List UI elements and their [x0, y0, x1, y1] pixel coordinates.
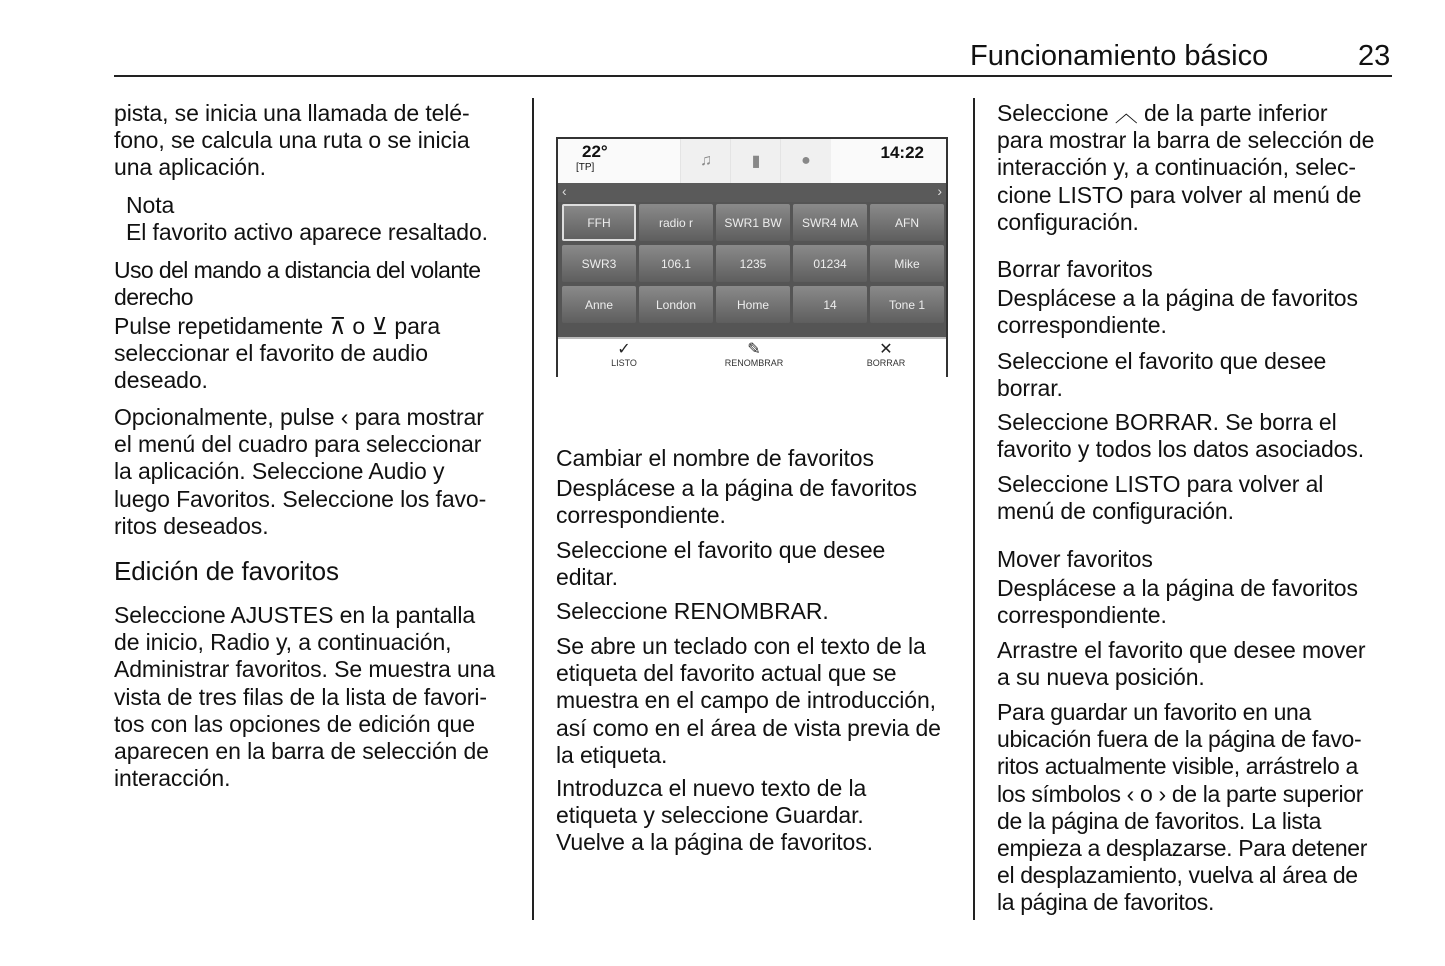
favorite-button[interactable]: SWR3 [562, 245, 636, 282]
favorite-button[interactable]: Home [716, 286, 790, 323]
page-number: 23 [1358, 40, 1391, 72]
subheading: Mover favoritos [997, 546, 1153, 572]
next-page-button[interactable]: › [937, 183, 942, 199]
section-heading: Edición de favoritos [114, 556, 339, 586]
interaction-bar [558, 337, 946, 377]
check-icon: ✓ [617, 341, 631, 358]
audio-icon[interactable]: ♫ [680, 139, 731, 183]
favorite-button[interactable]: Mike [870, 245, 944, 282]
tp-indicator: [TP] [576, 162, 595, 173]
favorite-button[interactable]: Tone 1 [870, 286, 944, 323]
header-rule [114, 75, 1392, 77]
note-text: El favorito activo aparece resaltado. [126, 219, 488, 245]
rename-label: RENOMBRAR [724, 358, 784, 368]
done-label: LISTO [611, 358, 637, 368]
favorites-grid [558, 202, 946, 337]
paragraph: Seleccione BORRAR. Se borra el favorito y todos los datos asociados. [997, 409, 1365, 463]
favorites-nav-bar [558, 183, 946, 202]
paragraph: Seleccione AJUSTES en la pantalla de inicio, Radio y, a continuación, Administrar favoritos. Se muestra una vista de tres filas de la lista de favori- tos con las opciones de edición que aparecen en la barra de selección de interacción. [114, 602, 496, 792]
favorite-button[interactable]: 106.1 [639, 245, 713, 282]
favorite-button[interactable]: Anne [562, 286, 636, 323]
paragraph: Seleccione RENOMBRAR. [556, 598, 829, 624]
phone-icon[interactable]: ▮ [730, 139, 781, 183]
paragraph: Seleccione el favorito que desee borrar. [997, 348, 1327, 402]
pencil-icon: ✎ [747, 341, 761, 358]
column-divider [532, 98, 534, 920]
column-divider [973, 98, 975, 920]
subheading: Cambiar el nombre de favoritos [556, 445, 874, 471]
paragraph: Seleccione LISTO para volver al menú de configuración. [997, 471, 1324, 525]
favorite-button[interactable]: London [639, 286, 713, 323]
subheading: Borrar favoritos [997, 256, 1153, 282]
paragraph: Seleccione ︿ de la parte inferior para mostrar la barra de selección de interacción y, a continuación, selec- cione LISTO para volver al menú de configuración. [997, 100, 1375, 235]
favorite-button[interactable]: radio r [639, 204, 713, 241]
favorite-button[interactable]: 01234 [793, 245, 867, 282]
favorite-button[interactable]: 14 [793, 286, 867, 323]
paragraph: Desplácese a la página de favoritos correspondiente. [997, 575, 1358, 629]
favorite-button[interactable]: AFN [870, 204, 944, 241]
delete-button[interactable] [836, 341, 936, 368]
note-label: Nota [126, 192, 175, 218]
paragraph: pista, se inicia una llamada de telé- fono, se calcula una ruta o se inicia una aplicación. [114, 100, 470, 181]
close-icon: ✕ [879, 341, 893, 358]
paragraph: Arrastre el favorito que desee mover a su nueva posición. [997, 637, 1366, 691]
paragraph: Introduzca el nuevo texto de la etiqueta y seleccione Guardar. Vuelve a la página de favoritos. [556, 775, 873, 856]
favorite-button[interactable]: 1235 [716, 245, 790, 282]
favorite-button[interactable]: FFH [562, 204, 636, 241]
status-bar [558, 139, 946, 184]
clock: 14:22 [880, 143, 924, 162]
infotainment-screen [556, 137, 948, 377]
paragraph: Pulse repetidamente ⊼ o ⊻ para seleccionar el favorito de audio deseado. [114, 313, 441, 394]
paragraph: Para guardar un favorito en una ubicación fuera de la página de favo- ritos actualmente visible, arrástrelo a los símbolos ‹ o › de la parte superior de la página de favoritos. La lista empieza a desplazarse. Para detener el desplazamiento, vuelva al área de la página de favoritos. [997, 699, 1368, 916]
section-title: Funcionamiento básico [970, 40, 1269, 72]
delete-label: BORRAR [866, 358, 906, 368]
favorite-button[interactable]: SWR1 BW [716, 204, 790, 241]
subheading: Uso del mando a distancia del volante derecho [114, 257, 481, 311]
done-button[interactable] [574, 341, 674, 368]
navigation-icon[interactable]: ● [780, 139, 831, 183]
prev-page-button[interactable]: ‹ [562, 183, 567, 199]
rename-button[interactable] [704, 341, 804, 368]
favorite-button[interactable]: SWR4 MA [793, 204, 867, 241]
temperature: 22° [582, 142, 608, 161]
paragraph: Desplácese a la página de favoritos correspondiente. [997, 285, 1358, 339]
paragraph: Desplácese a la página de favoritos correspondiente. [556, 475, 917, 529]
paragraph: Opcionalmente, pulse ‹ para mostrar el menú del cuadro para seleccionar la aplicación. Seleccione Audio y luego Favoritos. Seleccione los favo- ritos deseados. [114, 404, 487, 539]
paragraph: Se abre un teclado con el texto de la etiqueta del favorito actual que se muestra en el campo de introducción, así como en el área de vista previa de la etiqueta. [556, 633, 941, 768]
paragraph: Seleccione el favorito que desee editar. [556, 537, 886, 591]
